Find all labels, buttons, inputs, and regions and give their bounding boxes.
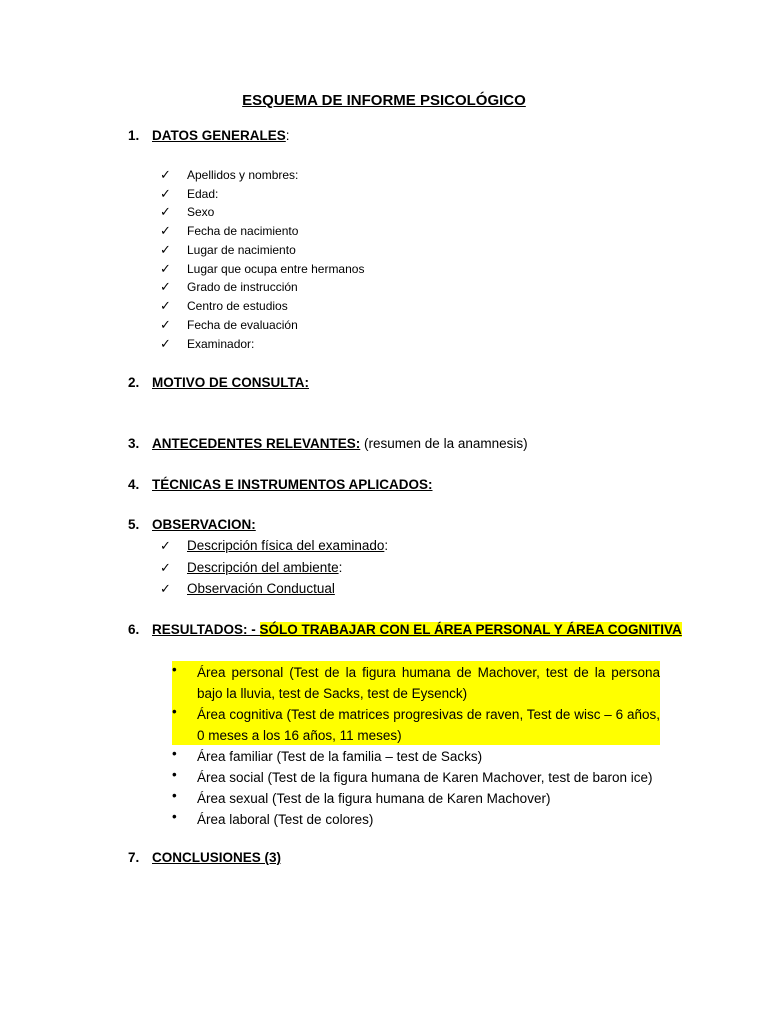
check-icon: ✓ (160, 204, 171, 219)
bullet-icon: • (172, 662, 177, 677)
section-heading: TÉCNICAS E INSTRUMENTOS APLICADOS: (152, 477, 433, 492)
check-icon: ✓ (160, 560, 171, 575)
section-heading-suffix: : (285, 128, 290, 143)
result-item-text: Área laboral (Test de colores) (197, 812, 374, 827)
check-item-label: Fecha de evaluación (187, 318, 298, 332)
check-icon: ✓ (160, 186, 171, 201)
check-item-label: Examinador: (187, 337, 255, 351)
check-item (160, 317, 298, 333)
section-dash: - (247, 622, 260, 637)
check-icon: ✓ (160, 223, 171, 238)
observation-item-label: Descripción del ambiente (187, 560, 339, 575)
section-resultados (128, 622, 682, 637)
section-antecedentes (128, 436, 528, 451)
check-icon: ✓ (160, 538, 171, 553)
section-number: 2. (128, 375, 140, 390)
bullet-icon: • (172, 704, 177, 719)
bullet-icon: • (172, 788, 177, 803)
highlighted-instruction: SÓLO TRABAJAR CON EL ÁREA PERSONAL Y ÁREA COGNITIVA (259, 622, 682, 637)
page-title: ESQUEMA DE INFORME PSICOLÓGICO (242, 92, 526, 109)
bullet-icon: • (172, 767, 177, 782)
check-icon: ✓ (160, 167, 171, 182)
result-item-text: Área sexual (Test de la figura humana de Karen Machover) (197, 791, 551, 806)
section-number: 4. (128, 477, 140, 492)
observation-item (160, 538, 388, 554)
section-note: (resumen de la anamnesis) (360, 436, 528, 451)
section-heading: OBSERVACION: (152, 517, 256, 532)
section-number: 6. (128, 622, 140, 637)
section-heading: DATOS GENERALES (152, 128, 286, 143)
observation-item-label: Observación Conductual (187, 581, 335, 596)
result-item-text: Área familiar (Test de la familia – test de Sacks) (197, 749, 483, 764)
check-icon: ✓ (160, 581, 171, 596)
check-icon: ✓ (160, 317, 171, 332)
check-item-label: Fecha de nacimiento (187, 224, 299, 238)
check-item-label: Centro de estudios (187, 299, 288, 313)
check-icon: ✓ (160, 336, 171, 351)
section-observacion (128, 517, 256, 532)
observation-item (160, 560, 342, 576)
observation-item-label: Descripción física del examinado (187, 538, 385, 553)
section-number: 7. (128, 850, 140, 865)
section-heading: CONCLUSIONES (3) (152, 850, 282, 865)
section-number: 5. (128, 517, 140, 532)
check-item-label: Edad: (187, 187, 219, 201)
check-icon: ✓ (160, 261, 171, 276)
check-icon: ✓ (160, 279, 171, 294)
result-item-text: Área cognitiva (Test de matrices progresivas de raven, Test de wisc – 6 años, 0 meses a los 16 años, 11 meses) (197, 707, 660, 743)
check-item (160, 298, 288, 314)
section-number: 1. (128, 128, 140, 143)
check-icon: ✓ (160, 298, 171, 313)
bullet-icon: • (172, 746, 177, 761)
check-item-label: Apellidos y nombres: (187, 168, 299, 182)
check-icon: ✓ (160, 242, 171, 257)
bullet-icon: • (172, 809, 177, 824)
section-heading: MOTIVO DE CONSULTA: (152, 375, 309, 390)
check-item (160, 186, 218, 202)
check-item-label: Lugar que ocupa entre hermanos (187, 262, 365, 276)
section-motivo-consulta (128, 375, 309, 390)
observation-item (160, 581, 335, 597)
section-heading: RESULTADOS: (152, 622, 248, 637)
observation-item-suffix: : (338, 560, 343, 575)
check-item-label: Grado de instrucción (187, 280, 298, 294)
check-item (160, 242, 296, 258)
section-number: 3. (128, 436, 140, 451)
section-datos-generales (128, 128, 290, 143)
check-item-label: Lugar de nacimiento (187, 243, 296, 257)
check-item (160, 204, 214, 220)
section-conclusiones (128, 850, 281, 865)
check-item-label: Sexo (187, 205, 215, 219)
check-item (160, 167, 298, 183)
check-item (160, 223, 298, 239)
section-heading: ANTECEDENTES RELEVANTES: (152, 436, 361, 451)
result-item-text: Área personal (Test de la figura humana de Machover, test de la persona bajo la lluvia, test de Sacks, test de Eysenck) (197, 665, 660, 701)
section-tecnicas (128, 477, 433, 492)
check-item (160, 279, 298, 295)
observation-item-suffix: : (384, 538, 389, 553)
check-item (160, 261, 364, 277)
check-item (160, 336, 254, 352)
result-item-text: Área social (Test de la figura humana de Karen Machover, test de baron ice) (197, 770, 653, 785)
